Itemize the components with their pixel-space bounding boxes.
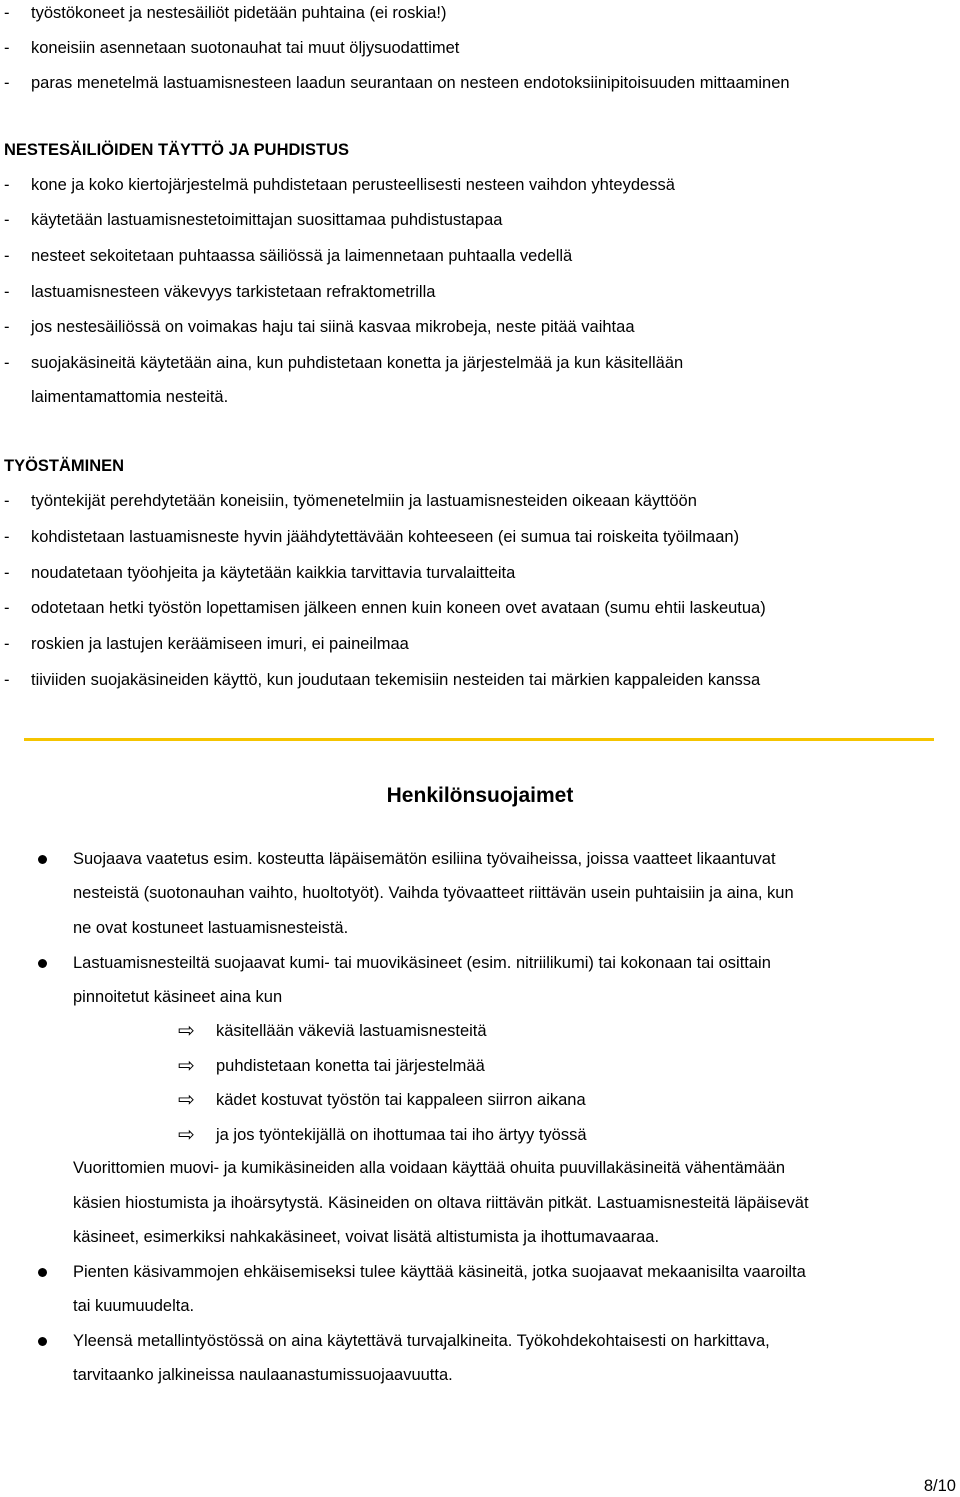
list-item-text: noudatetaan työohjeita ja käytetään kaikkia tarvittavia turvalaitteita xyxy=(31,564,516,582)
paragraph-line: Yleensä metallintyöstössä on aina käytettävä turvajalkineita. Työkohdekohtaisesti on harkittava, xyxy=(73,1332,770,1350)
bullet-marker xyxy=(38,1268,47,1277)
paragraph-line: pinnoitetut käsineet aina kun xyxy=(73,988,283,1006)
paragraph-line: Pienten käsivammojen ehkäisemiseksi tulee käyttää käsineitä, jotka suojaavat mekaanisilta vaaroilta xyxy=(73,1263,806,1281)
paragraph-line: käsineet, esimerkiksi nahkakäsineet, voivat lisätä altistumista ja ihottumavaaraa. xyxy=(73,1228,660,1246)
list-item-text: suojakäsineitä käytetään aina, kun puhdistetaan konetta ja järjestelmää ja kun käsitellään xyxy=(31,354,684,372)
paragraph-line: nesteistä (suotonauhan vaihto, huoltotyöt). Vaihda työvaatteet riittävän usein puhtaisiin ja aina, kun xyxy=(73,884,794,902)
list-item-text: työntekijät perehdytetään koneisiin, työmenetelmiin ja lastuamisnesteiden oikeaan käyttöön xyxy=(31,492,697,510)
paragraph-line: Vuorittomien muovi- ja kumikäsineiden alla voidaan käyttää ohuita puuvillakäsineitä vähentämään xyxy=(73,1159,786,1177)
paragraph-line: käsien hiostumista ja ihoärsytystä. Käsineiden on oltava riittävän pitkät. Lastuamisnesteitä läpäisevät xyxy=(73,1194,809,1212)
list-item-text: lastuamisnesteen väkevyys tarkistetaan refraktometrilla xyxy=(31,283,436,301)
dash-marker: - xyxy=(4,354,10,372)
dash-marker: - xyxy=(4,247,10,265)
arrow-marker-icon: ⇨ xyxy=(178,1089,195,1111)
sub-list-item: kädet kostuvat työstön tai kappaleen siirron aikana xyxy=(216,1091,586,1109)
list-item-text: kohdistetaan lastuamisneste hyvin jäähdytettävään kohteeseen (ei sumua tai roiskeita työilmaan) xyxy=(31,528,740,546)
arrow-marker-icon: ⇨ xyxy=(178,1020,195,1042)
section-heading-machining: TYÖSTÄMINEN xyxy=(4,457,125,475)
dash-marker: - xyxy=(4,74,10,92)
page-number: 8/10 xyxy=(923,1477,956,1495)
paragraph-line: Lastuamisnesteiltä suojaavat kumi- tai muovikäsineet (esim. nitriilikumi) tai kokonaan tai osittain xyxy=(73,954,771,972)
sub-list-item: ja jos työntekijällä on ihottumaa tai iho ärtyy työssä xyxy=(216,1126,587,1144)
dash-marker: - xyxy=(4,599,10,617)
bullet-marker xyxy=(38,959,47,968)
section-title-ppe: Henkilönsuojaimet xyxy=(386,784,574,807)
dash-marker: - xyxy=(4,39,10,57)
bullet-marker xyxy=(38,855,47,864)
paragraph-line: tarvitaanko jalkineissa naulaanastumissuojaavuutta. xyxy=(73,1366,453,1384)
list-item-text: paras menetelmä lastuamisnesteen laadun seurantaan on nesteen endotoksiinipitoisuuden mittaaminen xyxy=(31,74,790,92)
paragraph-line: tai kuumuudelta. xyxy=(73,1297,195,1315)
list-item-text: käytetään lastuamisnestetoimittajan suosittamaa puhdistustapaa xyxy=(31,211,503,229)
dash-marker: - xyxy=(4,4,10,22)
bullet-marker xyxy=(38,1337,47,1346)
paragraph-line: Suojaava vaatetus esim. kosteutta läpäisemätön esiliina työvaiheissa, joissa vaatteet likaantuvat xyxy=(73,850,776,868)
list-item-text: odotetaan hetki työstön lopettamisen jälkeen ennen kuin koneen ovet avataan (sumu ehtii laskeutua) xyxy=(31,599,766,617)
list-item-text: roskien ja lastujen keräämiseen imuri, ei paineilmaa xyxy=(31,635,409,653)
section-heading-cleaning: NESTESÄILIÖIDEN TÄYTTÖ JA PUHDISTUS xyxy=(4,141,350,159)
dash-marker: - xyxy=(4,671,10,689)
list-item-text: tiiviiden suojakäsineiden käyttö, kun joudutaan tekemisiin nesteiden tai märkien kappaleiden kanssa xyxy=(31,671,761,689)
arrow-marker-icon: ⇨ xyxy=(178,1124,195,1146)
dash-marker: - xyxy=(4,211,10,229)
list-item-text: nesteet sekoitetaan puhtaassa säiliössä ja laimennetaan puhtaalla vedellä xyxy=(31,247,573,265)
list-item-text: työstökoneet ja nestesäiliöt pidetään puhtaina (ei roskia!) xyxy=(31,4,447,22)
sub-list-item: puhdistetaan konetta tai järjestelmää xyxy=(216,1057,485,1075)
dash-marker: - xyxy=(4,283,10,301)
list-item-text: laimentamattomia nesteitä. xyxy=(31,388,229,406)
list-item-text: kone ja koko kiertojärjestelmä puhdistetaan perusteellisesti nesteen vaihdon yhteydessä xyxy=(31,176,675,194)
section-divider xyxy=(24,738,934,741)
dash-marker: - xyxy=(4,318,10,336)
list-item-text: koneisiin asennetaan suotonauhat tai muut öljysuodattimet xyxy=(31,39,460,57)
dash-marker: - xyxy=(4,528,10,546)
dash-marker: - xyxy=(4,564,10,582)
list-item-text: jos nestesäiliössä on voimakas haju tai siinä kasvaa mikrobeja, neste pitää vaihtaa xyxy=(31,318,635,336)
dash-marker: - xyxy=(4,176,10,194)
paragraph-line: ne ovat kostuneet lastuamisnesteistä. xyxy=(73,919,349,937)
arrow-marker-icon: ⇨ xyxy=(178,1055,195,1077)
sub-list-item: käsitellään väkeviä lastuamisnesteitä xyxy=(216,1022,487,1040)
dash-marker: - xyxy=(4,635,10,653)
dash-marker: - xyxy=(4,492,10,510)
